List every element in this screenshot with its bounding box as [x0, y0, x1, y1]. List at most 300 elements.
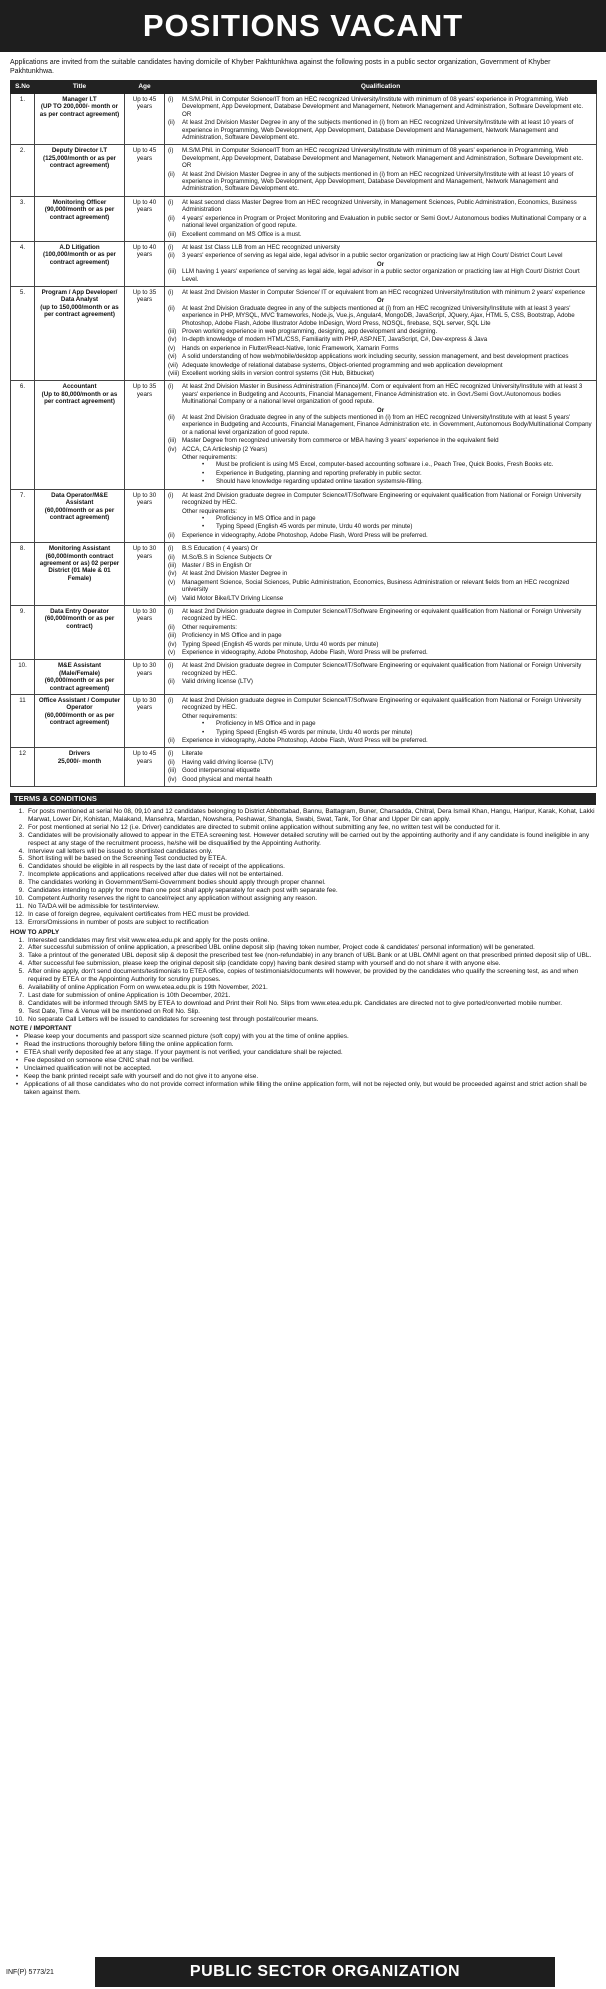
term-item	[10, 911, 596, 919]
qualification-item	[168, 345, 593, 352]
qualification-number: (i)	[168, 545, 174, 553]
row-qualification	[165, 145, 597, 196]
qualification-text: Good interpersonal etiquette	[182, 767, 261, 775]
how-to-item	[10, 952, 596, 960]
qualification-number: (ii)	[168, 758, 175, 766]
qualification-item	[168, 199, 593, 214]
term-item	[10, 887, 596, 895]
job-title: Data Entry Operator	[50, 607, 109, 615]
row-sno: 7.	[11, 489, 35, 542]
table-row	[11, 695, 597, 748]
row-title	[35, 196, 125, 241]
term-item	[10, 879, 596, 887]
term-item-number: 3.	[18, 831, 24, 839]
how-to-item-number: 4.	[18, 960, 24, 968]
bullet-icon: •	[202, 523, 205, 531]
note-text: ETEA shall verify deposited fee at any stage. If your payment is not verified, your candidature shall be rejected.	[24, 1049, 343, 1057]
requirement-bullet	[202, 720, 593, 727]
row-title	[35, 241, 125, 286]
how-to-item	[10, 984, 596, 992]
requirement-bullet	[202, 515, 593, 522]
qualification-number: (iv)	[168, 640, 177, 648]
row-title	[35, 660, 125, 695]
column-header-sno: S.No	[11, 81, 35, 94]
term-item-number: 9.	[18, 887, 24, 895]
qualification-number: (i)	[168, 147, 174, 155]
job-title: Deputy Director I.T	[51, 147, 108, 155]
note-item	[10, 1065, 596, 1073]
job-title: Monitoring Assistant	[48, 545, 111, 553]
qualification-number: (iii)	[168, 632, 177, 640]
row-sno: 1.	[11, 94, 35, 145]
qualification-number: (v)	[168, 578, 176, 586]
term-item-text: Candidates intending to apply for more than one post shall apply separately for each post with separate fee.	[28, 887, 338, 895]
row-sno: 5.	[11, 286, 35, 380]
qualification-item	[168, 328, 593, 335]
bullet-icon: •	[202, 478, 205, 486]
qualification-number: (iv)	[168, 775, 177, 783]
qualification-item	[168, 215, 593, 230]
row-title	[35, 748, 125, 787]
row-sno: 10.	[11, 660, 35, 695]
qualification-number: (vi)	[168, 594, 177, 602]
job-title: Program / App Developer/ Data Analyst	[41, 288, 118, 304]
note-item	[10, 1081, 596, 1097]
qualification-number: (ii)	[168, 531, 175, 539]
row-sno: 9.	[11, 605, 35, 659]
qualification-number: (v)	[168, 649, 176, 656]
note-text: Applications of all those candidates who do not provide correct information while filling the online application form, will not be rejected only, but would be proceeded against and strict action shall be taken against them.	[24, 1080, 587, 1096]
requirement-bullet	[202, 729, 593, 736]
qualification-text: Proven working experience in web programming, designing, app development and designing.	[182, 327, 438, 335]
qualification-number: (ii)	[168, 623, 175, 631]
table-row	[11, 145, 597, 196]
term-item-text: Candidates should be eligible in all respects by the last date of receipt of the applications.	[28, 863, 285, 871]
qualification-text: M.S/M.Phil. in Computer Science/IT from an HEC recognized University/Institute with minimum of 08 years' experience in Programming, Web Development, App Development, Database Development and Management, Network Management and Administration, Software Development etc. OR	[182, 96, 584, 118]
terms-section	[0, 793, 606, 1097]
row-qualification	[165, 381, 597, 489]
how-to-item-number: 9.	[18, 1007, 24, 1015]
requirement-bullet	[202, 523, 593, 530]
term-item	[10, 871, 596, 879]
qualification-text: At least 2nd Division graduate degree in Computer Science/IT/Software Engineering or equivalent qualification from National or Foreign University recognized by HEC.	[182, 662, 582, 677]
qualification-text: At least 1st Class LLB from an HEC recognized university	[182, 243, 340, 251]
qualification-number: (i)	[168, 383, 174, 391]
how-to-item-text: Interested candidates may first visit www.etea.edu.pk and apply for the posts online.	[28, 936, 270, 944]
terms-heading: TERMS & CONDITIONS	[10, 793, 596, 805]
how-to-item	[10, 937, 596, 945]
how-to-item-text: After successful submission of online application, a prescribed UBL online deposit slip (having token number, Project code & candidates' personal information) will be generated.	[28, 944, 535, 952]
qualification-item	[168, 252, 593, 259]
qualification-item	[168, 776, 593, 783]
row-qualification	[165, 94, 597, 145]
job-title: A.D Litigation	[59, 243, 100, 251]
bullet-icon: •	[15, 1049, 19, 1057]
how-to-item-text: Last date for submission of online Application is 10th December, 2021.	[28, 991, 231, 999]
row-age: Up to 30 years	[125, 660, 165, 695]
bullet-icon: •	[15, 1072, 19, 1080]
requirement-text: Must be proficient is using MS Excel, computer-based accounting software i.e., Peach Tree, Quick Books, Fresh Books etc.	[216, 461, 554, 469]
table-row	[11, 489, 597, 542]
qualification-item	[168, 492, 593, 507]
qualification-number: (iii)	[168, 327, 177, 335]
how-to-apply-list	[10, 937, 596, 1024]
row-age: Up to 30 years	[125, 605, 165, 659]
note-item	[10, 1073, 596, 1081]
how-to-item-number: 10.	[14, 1015, 24, 1023]
qualification-item	[168, 353, 593, 360]
qualification-item	[168, 119, 593, 141]
qualification-item	[168, 545, 593, 552]
row-title	[35, 605, 125, 659]
requirement-bullet	[202, 461, 593, 468]
qualification-number: (iv)	[168, 445, 177, 453]
how-to-item	[10, 944, 596, 952]
job-pay: 25,000/- month	[57, 757, 102, 765]
bullet-icon: •	[15, 1033, 19, 1041]
how-to-item	[10, 960, 596, 968]
term-item	[10, 903, 596, 911]
term-item	[10, 848, 596, 856]
row-age: Up to 45 years	[125, 145, 165, 196]
qualification-text: At least 2nd Division graduate degree in Computer Science/IT/Software Engineering or equivalent qualification from National or Foreign University recognized by HEC.	[182, 607, 582, 623]
row-age: Up to 45 years	[125, 748, 165, 787]
qualification-number: (iv)	[168, 336, 177, 344]
row-qualification	[165, 196, 597, 241]
qualification-text: At least 2nd Division Master Degree in	[182, 570, 288, 578]
qualification-text: Adequate knowledge of relational database systems, Object-oriented programming and web application development	[182, 361, 503, 369]
term-item-text: For post mentioned at serial No 12 (i.e. Driver) candidates are directed to submit online application without submitting any fee, no written test will be conducted for it.	[28, 823, 501, 831]
qualification-text: 3 years' experience of serving as legal aide, legal advisor in a public sector organization or practicing law at High Court/ District Court Level	[182, 252, 563, 260]
row-title	[35, 489, 125, 542]
how-to-item-text: Test Date, Time & Venue will be mentioned on Roll No. Slip.	[28, 1007, 200, 1015]
qualification-item	[168, 231, 593, 238]
qualification-number: (ii)	[168, 304, 175, 312]
term-item	[10, 832, 596, 848]
requirement-text: Experience in Budgeting, planning and reporting preferably in public sector.	[216, 469, 422, 477]
term-item-number: 2.	[18, 823, 24, 831]
qualification-text: At least 2nd Division Master Degree in any of the subjects mentioned in (i) from an HEC recognized University/Institute with at least 10 years of experience in Programming, Web Development, App Development, Database Development and Management, Network Management and Administration, Software Development etc.	[182, 119, 574, 142]
term-item-text: Interview call letters will be issued to shortlisted candidates only.	[28, 847, 213, 855]
row-title	[35, 145, 125, 196]
qualification-number: (vii)	[168, 361, 178, 369]
qualification-text: Literate	[182, 750, 203, 758]
how-to-item-text: Availability of online Application Form on www.etea.edu.pk is 19th November, 2021.	[28, 983, 268, 991]
row-sno: 2.	[11, 145, 35, 196]
qualification-text: At least 2nd Division graduate degree in Computer Science/IT/Software Engineering or equivalent qualification from National or Foreign University recognized by HEC.	[182, 697, 582, 712]
row-age: Up to 40 years	[125, 241, 165, 286]
qualification-text: Proficiency in MS Office and in page	[182, 632, 282, 640]
qualification-item	[168, 244, 593, 251]
qualification-item	[168, 595, 593, 602]
qualification-text: Valid Motor Bike/LTV Driving License	[182, 594, 284, 602]
term-item-text: Incomplete applications and applications received after due dates will not be entertained.	[28, 871, 284, 879]
term-item	[10, 919, 596, 927]
table-row	[11, 196, 597, 241]
how-to-item-number: 6.	[18, 983, 24, 991]
qualification-item	[168, 608, 593, 623]
qualification-text: Experience in videography, Adobe Photoshop, Adobe Flash, Word Press will be preferred.	[182, 737, 428, 745]
term-item-text: Candidates will be provisionally allowed to appear in the ETEA screening test. However detailed scrutiny will be carried out by the appointing authority and if any candidate is found ineligible in any respect at any stage of the recruitment process, he/she will be disqualified by the Appointing Authority.	[28, 831, 590, 847]
qualification-text: At least 2nd Division Graduate degree in any of the subjects mentioned in (i) from an HEC recognized University/Institute with at least 5 years' experience in Budgeting and Accounts, Financial Management, Finance Administration etc. in Government, Autonomous Body/Multinational Company or a national level organization of good repute.	[182, 414, 592, 436]
column-header-age: Age	[125, 81, 165, 94]
term-item-text: No TA/DA will be admissible for test/interview.	[28, 902, 160, 910]
how-to-item-number: 1.	[18, 936, 24, 944]
qualification-number: (ii)	[168, 678, 175, 686]
other-requirements-label: Other requirements:	[182, 507, 238, 515]
row-age: Up to 45 years	[125, 94, 165, 145]
terms-list	[10, 808, 596, 927]
qualification-item	[168, 662, 593, 677]
qualification-number: (iii)	[168, 230, 177, 238]
qualification-item	[168, 437, 593, 444]
qualification-item	[168, 362, 593, 369]
row-age: Up to 35 years	[125, 381, 165, 489]
qualification-number: (ii)	[168, 737, 175, 745]
organization-name: PUBLIC SECTOR ORGANIZATION	[95, 1957, 555, 1987]
qualification-item	[168, 649, 593, 656]
row-age: Up to 30 years	[125, 543, 165, 606]
qualification-item	[168, 305, 593, 327]
qualification-item	[168, 750, 593, 757]
qualification-item	[168, 759, 593, 766]
qualification-item	[168, 414, 593, 436]
qualification-number: (i)	[168, 697, 174, 705]
requirement-bullet	[202, 478, 593, 485]
requirement-text: Proficiency in MS Office and in page	[216, 514, 316, 522]
qualification-text: Experience in videography, Adobe Photoshop, Adobe Flash, Word Press will be preferred.	[182, 531, 428, 539]
row-qualification	[165, 489, 597, 542]
how-to-item-number: 3.	[18, 952, 24, 960]
how-to-item-text: No separate Call Letters will be issued to candidates for screening test through postal/courier means.	[28, 1015, 319, 1023]
qualification-text: 4 years' experience in Program or Project Monitoring and Evaluation in public sector or Semi Govt./ Autonomous bodies Multinational Company or a national level organization of good repute.	[182, 214, 587, 230]
requirement-bullet	[202, 470, 593, 477]
advert-code: INF(P) 5773/21	[6, 1969, 54, 1976]
other-requirements-label: Other requirements:	[182, 712, 238, 720]
term-item-text: For posts mentioned at serial No 08, 09,10 and 12 candidates belonging to District Abbottabad, Bannu, Battagram, Buner, Charsadda, Chitral, Dera Ismail Khan, Hangu, Haripur, Karak, Kohat, Lakki Marwat, Lower Dir, Kohistan, Malakand, Mansehra, Mardan, Nowshera, Peshawar, Shangla, Swabi, Swat, Tank, Tor Ghar and Upper Dir can apply.	[28, 808, 595, 823]
row-sno: 6.	[11, 381, 35, 489]
qualification-number: (ii)	[168, 414, 175, 422]
how-to-item-number: 5.	[18, 968, 24, 976]
other-requirements-label: Other requirements:	[182, 454, 238, 462]
qualification-number: (i)	[168, 96, 174, 103]
qualification-number: (iii)	[168, 561, 177, 569]
row-title	[35, 286, 125, 380]
term-item-number: 1.	[18, 808, 24, 815]
qualification-text: A solid understanding of how web/mobile/desktop applications work including security, session management, and best development practices	[182, 353, 569, 361]
term-item	[10, 855, 596, 863]
note-item	[10, 1041, 596, 1049]
job-pay: (up to 150,000/month or as per contract agreement)	[40, 303, 119, 319]
qualification-text: LLM having 1 years' experience of serving as legal aide, legal advisor in a public sector organization or practicing law at High Court/ District Court Level.	[182, 268, 580, 283]
qualification-item	[168, 767, 593, 774]
qualification-item	[168, 383, 593, 405]
job-pay: (60,000/month or as per contract agreement)	[44, 711, 115, 727]
bullet-icon: •	[15, 1080, 19, 1088]
qualification-number: (i)	[168, 491, 174, 499]
qualification-item	[168, 624, 593, 631]
job-title: Drivers	[68, 750, 91, 758]
row-sno: 4.	[11, 241, 35, 286]
note-heading: NOTE / IMPORTANT	[10, 1025, 72, 1033]
table-row	[11, 286, 597, 380]
column-header-qualification: Qualification	[165, 81, 597, 94]
qualification-text: Having valid driving license (LTV)	[182, 758, 274, 766]
job-title: M&E Assistant (Male/Female)	[57, 662, 102, 677]
job-pay: (125,000/month or as per contract agreement)	[43, 154, 116, 170]
qualification-number: (iii)	[168, 268, 177, 276]
term-item	[10, 824, 596, 832]
qualification-text: Excellent working skills in version control systems (Git Hub, Bitbucket)	[182, 370, 374, 377]
qualification-number: (ii)	[168, 170, 175, 178]
qualification-item	[168, 678, 593, 685]
qualification-number: (i)	[168, 288, 174, 296]
requirement-text: Should have knowledge regarding updated online taxation systems/e-filling.	[216, 478, 423, 486]
term-item-text: The candidates working in Government/Semi-Government bodies should apply through proper channel.	[28, 879, 326, 887]
requirement-text: Typing Speed (English 45 words per minute, Urdu 40 words per minute)	[216, 728, 413, 736]
table-row	[11, 660, 597, 695]
qualification-text: B.S Education ( 4 years) Or	[182, 545, 258, 553]
qualification-item	[168, 268, 593, 283]
how-to-item-text: Take a printout of the generated UBL deposit slip & deposit the prescribed test fee (non-refundable) in any branch of UBL Bank or at UBL OMNI agent on that prescribed printed deposit slip of UBL.	[28, 952, 592, 960]
qualification-item	[168, 336, 593, 343]
qualification-item	[168, 171, 593, 193]
qualification-text: Excellent command on MS Office is a must.	[182, 230, 302, 238]
term-item-text: Errors/Omissions in number of posts are subject to rectification	[28, 918, 209, 926]
job-pay: (60,000/month or as per contract)	[44, 615, 115, 630]
term-item-text: Competent Authority reserves the right to cancel/reject any application without assigning any reason.	[28, 894, 318, 902]
requirement-text: Proficiency in MS Office and in page	[216, 720, 316, 728]
qualification-item	[168, 446, 593, 453]
note-text: Fee deposited on someone else CNIC shall not be verified.	[24, 1057, 194, 1065]
or-separator: Or	[376, 406, 385, 414]
row-qualification	[165, 241, 597, 286]
how-to-item	[10, 1016, 596, 1024]
row-qualification	[165, 660, 597, 695]
job-title: Accountant	[62, 383, 97, 391]
qualification-item	[168, 370, 593, 377]
row-title	[35, 94, 125, 145]
qualification-number: (ii)	[168, 119, 175, 127]
row-sno: 12	[11, 748, 35, 787]
qualification-number: (i)	[168, 198, 174, 206]
qualification-text: ACCA, CA Articleship (2 Years)	[182, 445, 268, 453]
page-title: POSITIONS VACANT	[0, 0, 606, 52]
qualification-number: (iii)	[168, 767, 177, 775]
qualification-text: Hands on experience in Flutter/React-Native, Ionic Framework, Xamarin Forms	[182, 344, 399, 352]
bullet-icon: •	[202, 461, 205, 469]
how-to-item	[10, 1008, 596, 1016]
job-pay: (60,000/month or as per contract agreement)	[44, 677, 115, 692]
qualification-text: Other requirements:	[182, 623, 238, 631]
job-title: Data Operator/M&E Assistant	[51, 491, 108, 507]
job-pay: (UP TO 200,000/- month or as per contract agreement)	[39, 103, 120, 118]
qualification-item	[168, 554, 593, 561]
how-to-item-number: 8.	[18, 999, 24, 1007]
or-separator: Or	[376, 297, 385, 305]
table-header-row	[11, 81, 597, 94]
qualification-number: (ii)	[168, 214, 175, 222]
note-text: Unclaimed qualification will not be accepted.	[24, 1065, 152, 1072]
job-pay: (90,000/month or as per contract agreement)	[44, 206, 115, 221]
qualification-text: Master Degree from recognized university from commerce or MBA having 3 years' experience in the equivalent field	[182, 437, 499, 445]
qualification-number: (iv)	[168, 570, 177, 578]
term-item	[10, 808, 596, 824]
bullet-icon: •	[15, 1041, 19, 1049]
table-row	[11, 605, 597, 659]
qualification-item	[168, 570, 593, 577]
how-to-item-number: 7.	[18, 991, 24, 999]
qualification-text: M.Sc/B.S in Science Subjects Or	[182, 553, 273, 561]
note-text: Keep the bank printed receipt safe with yourself and do not give it to anyone else.	[24, 1072, 259, 1080]
qualification-number: (viii)	[168, 370, 180, 377]
term-item-number: 6.	[18, 863, 24, 871]
qualification-item	[168, 532, 593, 539]
how-to-item	[10, 992, 596, 1000]
bullet-icon: •	[15, 1065, 19, 1072]
intro-text: Applications are invited from the suitable candidates having domicile of Khyber Pakhtunkhwa against the following posts in a public sector organization, Government of Khyber Pakhtunkhwa.	[10, 59, 551, 75]
table-row	[11, 94, 597, 145]
job-title: Monitoring Officer	[52, 198, 107, 206]
row-qualification	[165, 543, 597, 606]
positions-table	[10, 80, 597, 787]
qualification-text: At least 2nd Division Graduate degree in any of the subjects mentioned at (i) from an HEC recognized University/Institute with at least 3 years' experience in PHP, MYSQL, MVC frameworks, Node.js, Vue.js, Angular4, MongoDB, JavaScript, JQuery, Ajax, HTML 5, CSS, Bootstrap, Adobe Photoshop, Adobe Flash, Adobe Illustrator Adobe InDesign, Word Press, NOSQL, firebase, SQL server, SQL Lite	[182, 304, 575, 327]
table-row	[11, 748, 597, 787]
qualification-item	[168, 579, 593, 594]
qualification-number: (v)	[168, 344, 176, 352]
qualification-item	[168, 96, 593, 118]
term-item-number: 11.	[15, 902, 24, 910]
job-pay: (100,000/month or as per contract agreement)	[43, 251, 116, 266]
how-to-item-text: Candidates will be informed through SMS by ETEA to download and Print their Roll No. Slips from www.etea.edu.pk. Candidates are directed not to give ported/converted mobile number.	[28, 999, 563, 1007]
table-row	[11, 543, 597, 606]
job-pay: (Up to 80,000/month or as per contract agreement)	[41, 390, 118, 406]
qualification-item	[168, 632, 593, 639]
note-item	[10, 1049, 596, 1057]
term-item	[10, 895, 596, 903]
qualification-text: Good physical and mental health	[182, 775, 273, 783]
bullet-icon: •	[202, 720, 205, 728]
qualification-text: At least 2nd Division Master Degree in any of the subjects mentioned in (i) from an HEC recognized University/Institute with at least 10 years of experience in Programming, Web Development, App Development, Database Development and Management, Network Management and Administration, Software Development etc.	[182, 170, 574, 193]
note-item	[10, 1033, 596, 1041]
qualification-number: (i)	[168, 662, 174, 670]
how-to-item	[10, 1000, 596, 1008]
term-item-number: 10.	[14, 894, 24, 902]
how-to-apply-heading: HOW TO APPLY	[10, 928, 60, 936]
term-item	[10, 863, 596, 871]
term-item-number: 13.	[14, 918, 24, 926]
qualification-text: M.S/M.Phil. in Computer Science/IT from an HEC recognized University/Institute with minimum of 08 years' experience in Programming, Web Development, App Development, Database Development and Management, Network Management and Administration, Software Development etc. OR	[182, 147, 584, 170]
bullet-icon: •	[202, 514, 205, 522]
row-qualification	[165, 748, 597, 787]
job-pay: (60,000/month contract agreement or as) 02 perper District (01 Male & 01 Female)	[39, 552, 120, 582]
qualification-number: (i)	[168, 750, 174, 758]
qualification-item	[168, 147, 593, 169]
qualification-text: In-depth knowledge of modern HTML/CSS, Familiarity with PHP, ASP.NET, JavaScript, C#, Dev-express & Java	[182, 336, 488, 344]
job-title: Office Assistant / Computer Operator	[38, 697, 121, 712]
qualification-text: Valid driving license (LTV)	[182, 678, 253, 686]
qualification-text: At least 2nd Division Master in Computer Science/ IT or equivalent from an HEC recognized University/Institution with minimum 2 years' experience	[182, 288, 586, 296]
qualification-number: (ii)	[168, 553, 175, 561]
qualification-text: Typing Speed (English 45 words per minute, Urdu 40 words per minute)	[182, 640, 379, 648]
bullet-icon: •	[202, 469, 205, 477]
row-sno: 11	[11, 695, 35, 748]
qualification-item	[168, 289, 593, 296]
requirement-text: Typing Speed (English 45 words per minute, Urdu 40 words per minute)	[216, 523, 413, 531]
bullet-icon: •	[15, 1057, 19, 1065]
qualification-number: (i)	[168, 243, 174, 251]
how-to-item-number: 2.	[18, 944, 24, 952]
